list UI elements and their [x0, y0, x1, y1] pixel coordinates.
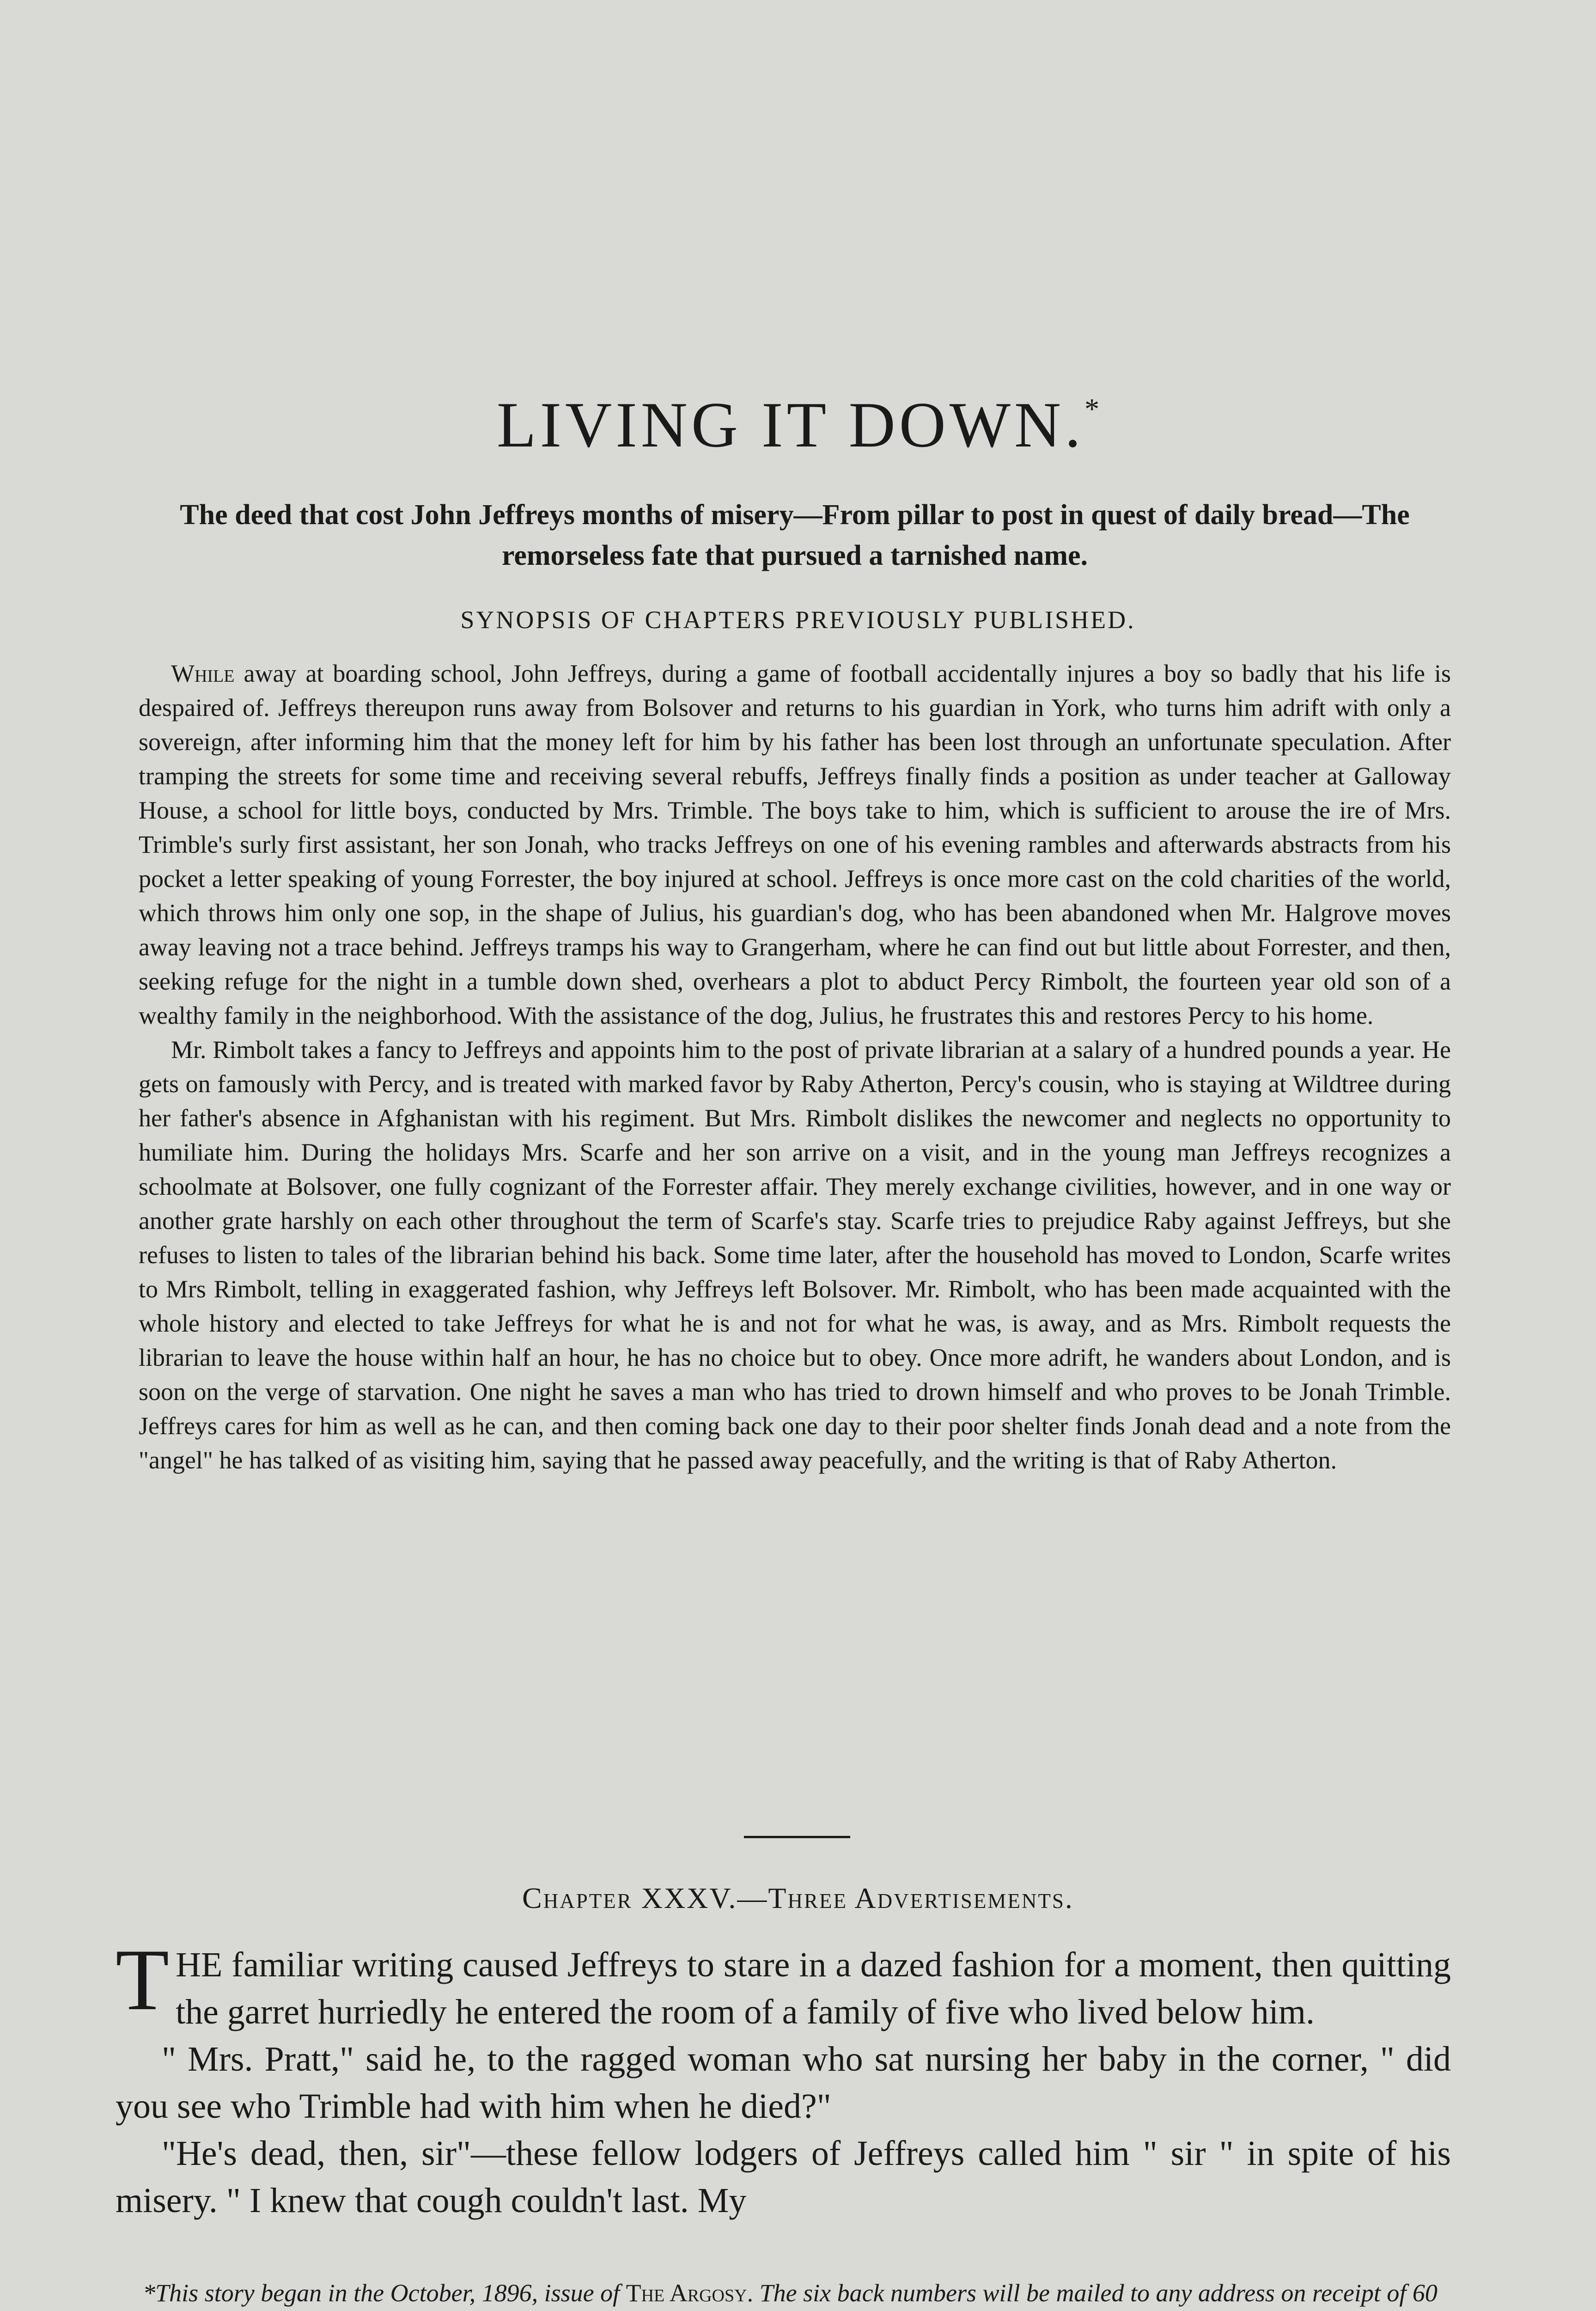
drop-cap: T: [116, 1932, 170, 2029]
body-paragraph-1-text: HE familiar writing caused Jeffreys to stare in a dazed fashion for a moment, then quitting the garret hurriedly he entered the room of a family of five who lived below him.: [176, 1945, 1451, 2031]
footnote-magazine-name: The Argosy.: [626, 2279, 754, 2307]
story-subtitle: The deed that cost John Jeffreys months of misery—From pillar to post in quest of daily bread—The remorseless fate that pursued a tarnished name.: [180, 499, 1410, 571]
synopsis-paragraph-1-text: away at boarding school, John Jeffreys, during a game of football accidentally injures a boy so badly that his life is despaired of. Jeffreys thereupon runs away from Bolsover and returns to his guardian in York, who turns him adrift with only a sovereign, after informing him that the money left for him by his father has been lost through an unfortunate speculation. After tramping the streets for some time and receiving several rebuffs, Jeffreys finally finds a position as under teacher at Galloway House, a school for little boys, conducted by Mrs. Trimble. The boys take to him, which is sufficient to arouse the ire of Mrs. Trimble's surly first assistant, her son Jonah, who tracks Jeffreys on one of his evening rambles and afterwards abstracts from his pocket a letter speaking of young Forrester, the boy injured at school. Jeffreys is once more cast on the cold charities of the world, which throws him only one sop, in the shape of Julius, his guardian's dog, who has been abandoned when Mr. Halgrove moves away leaving not a trace behind. Jeffreys tramps his way to Grangerham, where he can find out but little about Forrester, and then, seeking refuge for the night in a tumble down shed, overhears a plot to abduct Percy Rimbolt, the fourteen year old son of a wealthy family in the neighborhood. With the assistance of the dog, Julius, he frustrates this and restores Percy to his home.: [139, 660, 1451, 1029]
synopsis: [139, 656, 1451, 1477]
footnote: [125, 2276, 1456, 2311]
section-divider: [744, 1836, 850, 1838]
synopsis-heading: SYNOPSIS OF CHAPTERS PREVIOUSLY PUBLISHED.: [460, 606, 1136, 634]
body-paragraph-2: " Mrs. Pratt," said he, to the ragged woman who sat nursing her baby in the corner, " did you see who Trimble had with him when he died?": [116, 2040, 1451, 2126]
body-paragraph-3: "He's dead, then, sir"—these fellow lodgers of Jeffreys called him " sir " in spite of his misery. " I knew that cough couldn't last. My: [116, 2134, 1451, 2220]
synopsis-paragraph-2: Mr. Rimbolt takes a fancy to Jeffreys and appoints him to the post of private librarian at a salary of a hundred pounds a year. He gets on famously with Percy, and is treated with marked favor by Raby Atherton, Percy's cousin, who is staying at Wildtree during her father's absence in Afghanistan with his regiment. But Mrs. Rimbolt dislikes the newcomer and neglects no opportunity to humiliate him. During the holidays Mrs. Scarfe and her son arrive on a visit, and in the young man Jeffreys recognizes a schoolmate at Bolsover, one fully cognizant of the Forrester affair. They merely exchange civilities, however, and in one way or another grate harshly on each other throughout the term of Scarfe's stay. Scarfe tries to prejudice Raby against Jeffreys, but she refuses to listen to tales of the librarian behind his back. Some time later, after the household has moved to London, Scarfe writes to Mrs Rimbolt, telling in exaggerated fashion, why Jeffreys left Bolsover. Mr. Rimbolt, who has been made acquainted with the whole history and elected to take Jeffreys for what he is and not for what he was, is away, and as Mrs. Rimbolt requests the librarian to leave the house within half an hour, he has no choice but to obey. Once more adrift, he wanders about London, and is soon on the verge of starvation. One night he saves a man who has tried to drown himself and who proves to be Jonah Trimble. Jeffreys cares for him as well as he can, and then coming back one day to their poor shelter finds Jonah dead and a note from the "angel" he has talked of as visiting him, saying that he passed away peacefully, and the writing is that of Raby Atherton.: [139, 1036, 1451, 1474]
footnote-text-a: *This story began in the October, 1896, issue of: [143, 2279, 620, 2307]
synopsis-lead-word: While: [171, 660, 235, 687]
story-title: [0, 389, 1596, 461]
body-paragraph-1: [116, 1932, 1451, 2036]
footnote-marker: *: [1084, 392, 1100, 425]
story-title-text: LIVING IT DOWN.: [496, 389, 1085, 461]
chapter-heading: Chapter XXXV.—Three Advertisements.: [522, 1882, 1074, 1914]
synopsis-paragraph-1: [139, 656, 1451, 1033]
footnote-text-b: The six back numbers will be mailed to any address on receipt of 60: [759, 2279, 1438, 2307]
chapter-body: [116, 1932, 1451, 2224]
